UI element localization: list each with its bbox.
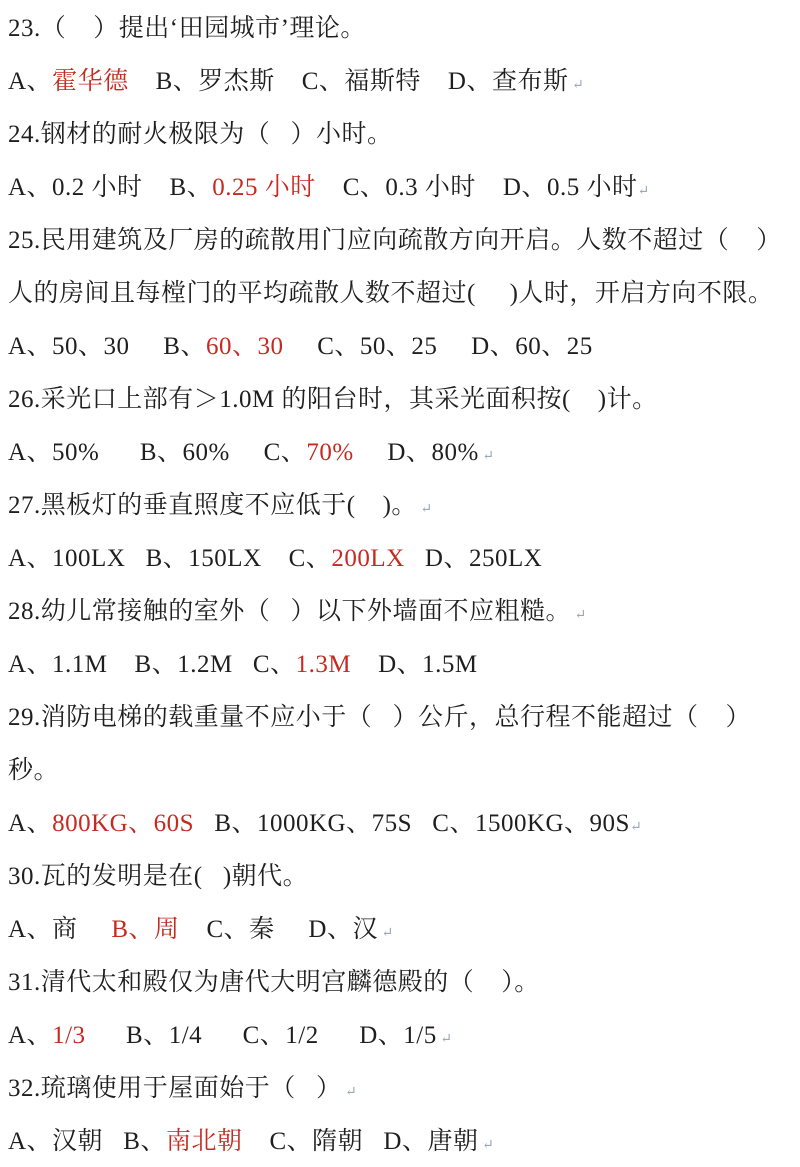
text-segment: 31.清代太和殿仅为唐代大明宫麟德殿的（ ）。	[8, 969, 540, 996]
answer-highlight: B、周	[111, 916, 180, 943]
text-segment: B、1000KG、75S C、1500KG、90S	[194, 810, 630, 837]
text-segment: 秒。	[8, 757, 60, 784]
answer-highlight: 0.25 小时	[212, 174, 316, 201]
question-stem-line	[8, 2, 800, 55]
text-segment: 30.瓦的发明是在( )朝代。	[8, 863, 309, 890]
question-stem-line	[8, 479, 800, 532]
answer-highlight: 200LX	[331, 545, 405, 572]
options-line	[8, 797, 800, 850]
question-stem-line	[8, 744, 800, 797]
text-segment: C、隋朝 D、唐朝	[242, 1128, 479, 1155]
text-segment: A、汉朝 B、	[8, 1128, 166, 1155]
text-segment: B、1/4 C、1/2 D、1/5	[85, 1022, 437, 1049]
text-segment: 29.消防电梯的载重量不应小于（ ）公斤，总行程不能超过（ ）	[8, 704, 752, 731]
question-stem-line	[8, 214, 800, 267]
answer-highlight: 1/3	[52, 1022, 86, 1049]
options-line	[8, 638, 800, 691]
answer-highlight: 南北朝	[165, 1128, 243, 1155]
text-segment: C、秦 D、汉	[179, 916, 378, 943]
text-segment: A、	[8, 68, 53, 95]
options-line	[8, 532, 800, 585]
paragraph-mark-icon: ↵	[629, 820, 642, 835]
paragraph-mark-icon: ↵	[436, 1032, 452, 1047]
text-segment: 32.琉璃使用于屋面始于（ ）	[8, 1075, 342, 1102]
answer-highlight: 800KG、60S	[52, 810, 195, 837]
options-line	[8, 426, 800, 479]
question-stem-line	[8, 850, 800, 903]
options-line	[8, 320, 800, 373]
text-segment: A、商	[8, 916, 112, 943]
paragraph-mark-icon: ↵	[478, 449, 495, 464]
answer-highlight: 70%	[306, 439, 354, 466]
text-segment: A、50、30 B、	[8, 333, 206, 360]
text-segment: 27.黑板灯的垂直照度不应低于( )。	[8, 492, 417, 519]
text-segment: 26.采光口上部有＞1.0M 的阳台时，其采光面积按( )计。	[8, 386, 658, 413]
question-stem-line	[8, 108, 800, 161]
answer-highlight: 60、30	[205, 333, 284, 360]
text-segment: 人的房间且每樘门的平均疏散人数不超过( )人时，开启方向不限。	[8, 280, 774, 307]
text-segment: A、	[8, 1022, 53, 1049]
paragraph-mark-icon: ↵	[377, 926, 394, 941]
text-segment: A、50% B、60% C、	[8, 439, 307, 466]
question-stem-line	[8, 373, 800, 426]
question-stem-line	[8, 956, 800, 1009]
options-line	[8, 903, 800, 956]
answer-highlight: 1.3M	[295, 651, 352, 678]
text-segment: 28.幼儿常接触的室外（ ）以下外墙面不应粗糙。	[8, 598, 572, 625]
paragraph-mark-icon: ↵	[571, 608, 587, 623]
options-line	[8, 161, 800, 214]
text-segment: A、1.1M B、1.2M C、	[8, 651, 296, 678]
text-segment: A、	[8, 810, 53, 837]
text-segment: C、0.3 小时 D、0.5 小时	[315, 174, 638, 201]
options-line	[8, 1115, 800, 1167]
question-stem-line	[8, 267, 800, 320]
answer-highlight: 霍华德	[52, 68, 129, 95]
paragraph-mark-icon: ↵	[637, 184, 650, 199]
text-segment: D、1.5M	[351, 651, 478, 678]
paragraph-mark-icon: ↵	[478, 1138, 494, 1153]
text-segment: D、250LX	[404, 545, 543, 572]
text-segment: 25.民用建筑及厂房的疏散用门应向疏散方向开启。人数不超过（ ）	[8, 227, 782, 254]
paragraph-mark-icon: ↵	[568, 78, 584, 93]
question-stem-line	[8, 1062, 800, 1115]
text-segment: 24.钢材的耐火极限为（ ）小时。	[8, 121, 393, 148]
text-segment: D、80%	[353, 439, 479, 466]
options-line	[8, 1009, 800, 1062]
question-stem-line	[8, 585, 800, 638]
options-line	[8, 55, 800, 108]
paragraph-mark-icon: ↵	[416, 502, 433, 517]
text-segment: 23.（ ）提出‘田园城市’理论。	[8, 15, 366, 42]
question-stem-line	[8, 691, 800, 744]
text-segment: A、100LX B、150LX C、	[8, 545, 332, 572]
text-segment: B、罗杰斯 C、福斯特 D、查布斯	[128, 68, 569, 95]
paragraph-mark-icon: ↵	[341, 1085, 357, 1100]
text-segment: C、50、25 D、60、25	[283, 333, 593, 360]
text-segment: A、0.2 小时 B、	[8, 174, 213, 201]
